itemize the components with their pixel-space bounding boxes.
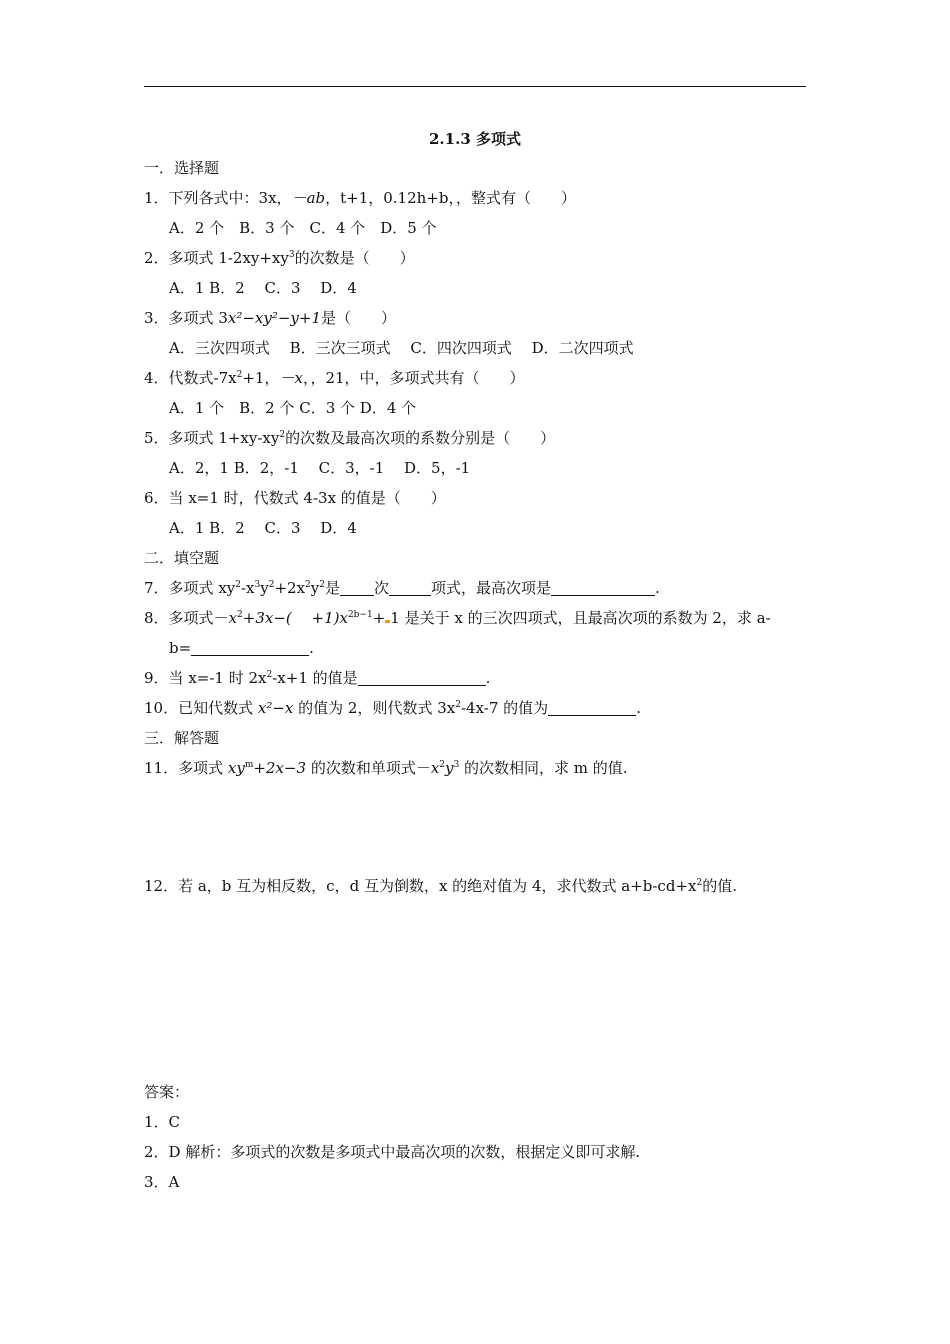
question-4-options: A．1 个 B．2 个 C．3 个 D．4 个 [169,399,417,417]
question-3-options: A．三次四项式 B．三次三项式 C．四次四项式 D．二次四项式 [169,339,634,357]
question-5-options: A．2，1 B．2，-1 C．3，-1 D．5，-1 [169,459,471,477]
page-title: 2.1.3 多项式 [429,130,521,148]
answer-blank [358,670,486,686]
question-6-options: A．1 B．2 C．3 D．4 [169,519,357,537]
question-8-continued: b= . [169,639,314,657]
answer-2: 2．D 解析：多项式的次数是多项式中最高次项的次数，根据定义即可求解. [144,1143,641,1161]
question-10: 10．已知代数式 x²−x 的值为 2，则代数式 $3x^2-4x-7$ 的值为 . [144,699,641,717]
section-fill: 二．填空题 [144,549,220,567]
question-12: 12．若 a，b 互为相反数，c，d 互为倒数，x 的绝对值为 4，求代数式 $a+b-cd+x^2$的值. [144,877,737,895]
answer-1: 1．C [144,1113,181,1131]
answer-blank [548,700,636,716]
answer-blank [191,640,309,656]
answer-3: 3．A [144,1173,180,1191]
question-3: 3．多项式 3x²−xy²−y+1是（ ） [144,309,397,327]
question-6: 6．当 x=1 时，代数式 4-3x 的值是（ ） [144,489,446,507]
section-solve: 三．解答题 [144,729,220,747]
question-1: 1．下列各式中：3x，－ab，t+1，0.12h+b，，整式有（ ） [144,189,576,207]
header-rule [144,86,806,87]
answers-heading: 答案： [144,1083,190,1101]
answer-blank [340,580,374,596]
question-11: 11．多项式 $xy^m+2x-3$ 的次数和单项式$-x^2y^3$ 的次数相同，求 m 的值. [144,759,628,777]
question-1-options: A．2 个 B．3 个 C．4 个 D．5 个 [169,219,437,237]
question-8: 8．多项式$-x^2+3x-$( $+1)x^{2b-1}+ 1$ 是关于 x 的三次四项式，且最高次项的系数为 2，求 a- [144,609,771,627]
question-2-options: A．1 B．2 C．3 D．4 [169,279,357,297]
question-2: 2．多项式 $1-2xy+xy^3$的次数是（ ） [144,249,415,267]
section-choice: 一．选择题 [144,159,220,177]
answer-blank [389,580,431,596]
question-4: 4．代数式$-7x^2+1$，－x，，21，中，多项式共有（ ） [144,369,525,387]
question-9: 9．当 x=-1 时 $2x^2-x+1$ 的值是 . [144,669,491,687]
question-7: 7．多项式 $xy^2-x^3y^2+2x^2y^2$是 次 项式，最高次项是 . [144,579,660,597]
answer-blank [551,580,655,596]
question-5: 5．多项式 $1+xy-xy^2$的次数及最高次项的系数分别是（ ） [144,429,556,447]
